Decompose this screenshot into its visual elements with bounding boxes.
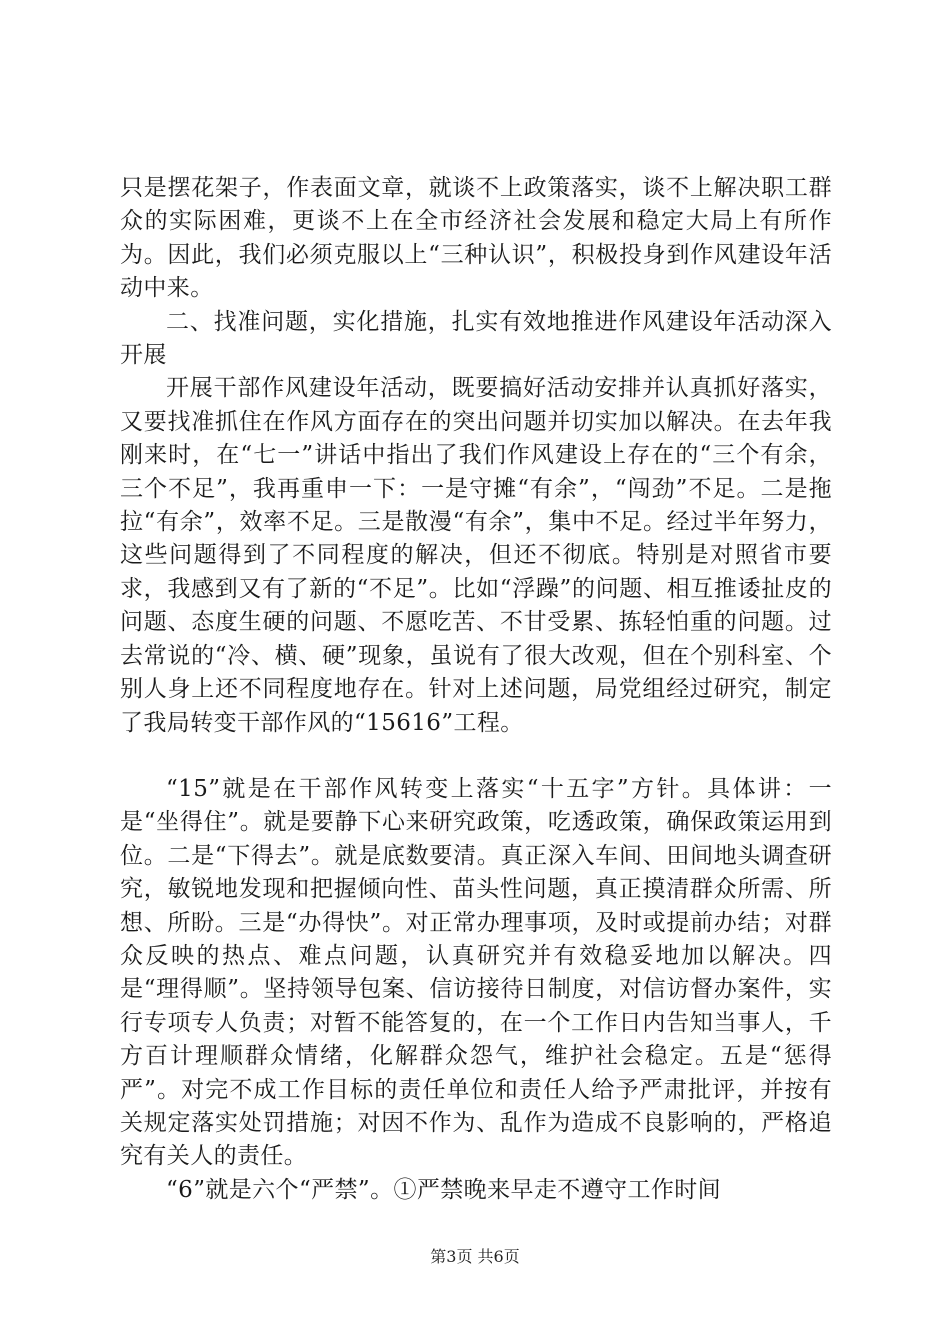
document-body bbox=[120, 172, 832, 1207]
section-heading: 二、找准问题，实化措施，扎实有效地推进作风建设年活动深入开展 bbox=[120, 308, 832, 369]
paragraph-fifteen-characters: “15”就是在干部作风转变上落实“十五字”方针。具体讲：一是“坐得住”。就是要静下心来研究政策，吃透政策，确保政策运用到位。二是“下得去”。就是底数要清。真正深入车间、田间地头调查研究，敏锐地发现和把握倾向性、苗头性问题，真正摸清群众所需、所想、所盼。三是“办得快”。对正常办理事项，及时或提前办结；对群众反映的热点、难点问题，认真研究并有效稳妥地加以解决。四是“理得顺”。坚持领导包案、信访接待日制度，对信访督办案件，实行专项专人负责；对暂不能答复的，在一个工作日内告知当事人，千方百计理顺群众情绪，化解群众怨气，维护社会稳定。五是“惩得严”。对完不成工作目标的责任单位和责任人给予严肃批评，并按有关规定落实处罚措施；对因不作为、乱作为造成不良影响的，严格追究有关人的责任。 bbox=[120, 775, 832, 1170]
paragraph-continuation: 只是摆花架子，作表面文章，就谈不上政策落实，谈不上解决职工群众的实际困难，更谈不上在全市经济社会发展和稳定大局上有所作为。因此，我们必须克服以上“三种认识”，积极投身到作风建设年活动中来。 bbox=[120, 175, 832, 302]
paragraph-problems: 开展干部作风建设年活动，既要搞好活动安排并认真抓好落实，又要找准抓住在作风方面存在的突出问题并切实加以解决。在去年我刚来时，在“七一”讲话中指出了我们作风建设上存在的“三个有余，三个不足”，我再重申一下：一是守摊“有余”，“闯劲”不足。二是拖拉“有余”，效率不足。三是散漫“有余”，集中不足。经过半年努力，这些问题得到了不同程度的解决，但还不彻底。特别是对照省市要求，我感到又有了新的“不足”。比如“浮躁”的问题、相互推诿扯皮的问题、态度生硬的问题、不愿吃苦、不甘受累、拣轻怕重的问题。过去常说的“冷、横、硬”现象，虽说有了很大改观，但在个别科室、个别人身上还不同程度地存在。针对上述问题，局党组经过研究，制定了我局转变干部作风的“15616”工程。 bbox=[120, 375, 832, 736]
page-number-footer: 第3页 共6页 bbox=[430, 1247, 520, 1266]
paragraph-six-prohibitions: “6”就是六个“严禁”。①严禁晚来早走不遵守工作时间 bbox=[166, 1176, 722, 1203]
